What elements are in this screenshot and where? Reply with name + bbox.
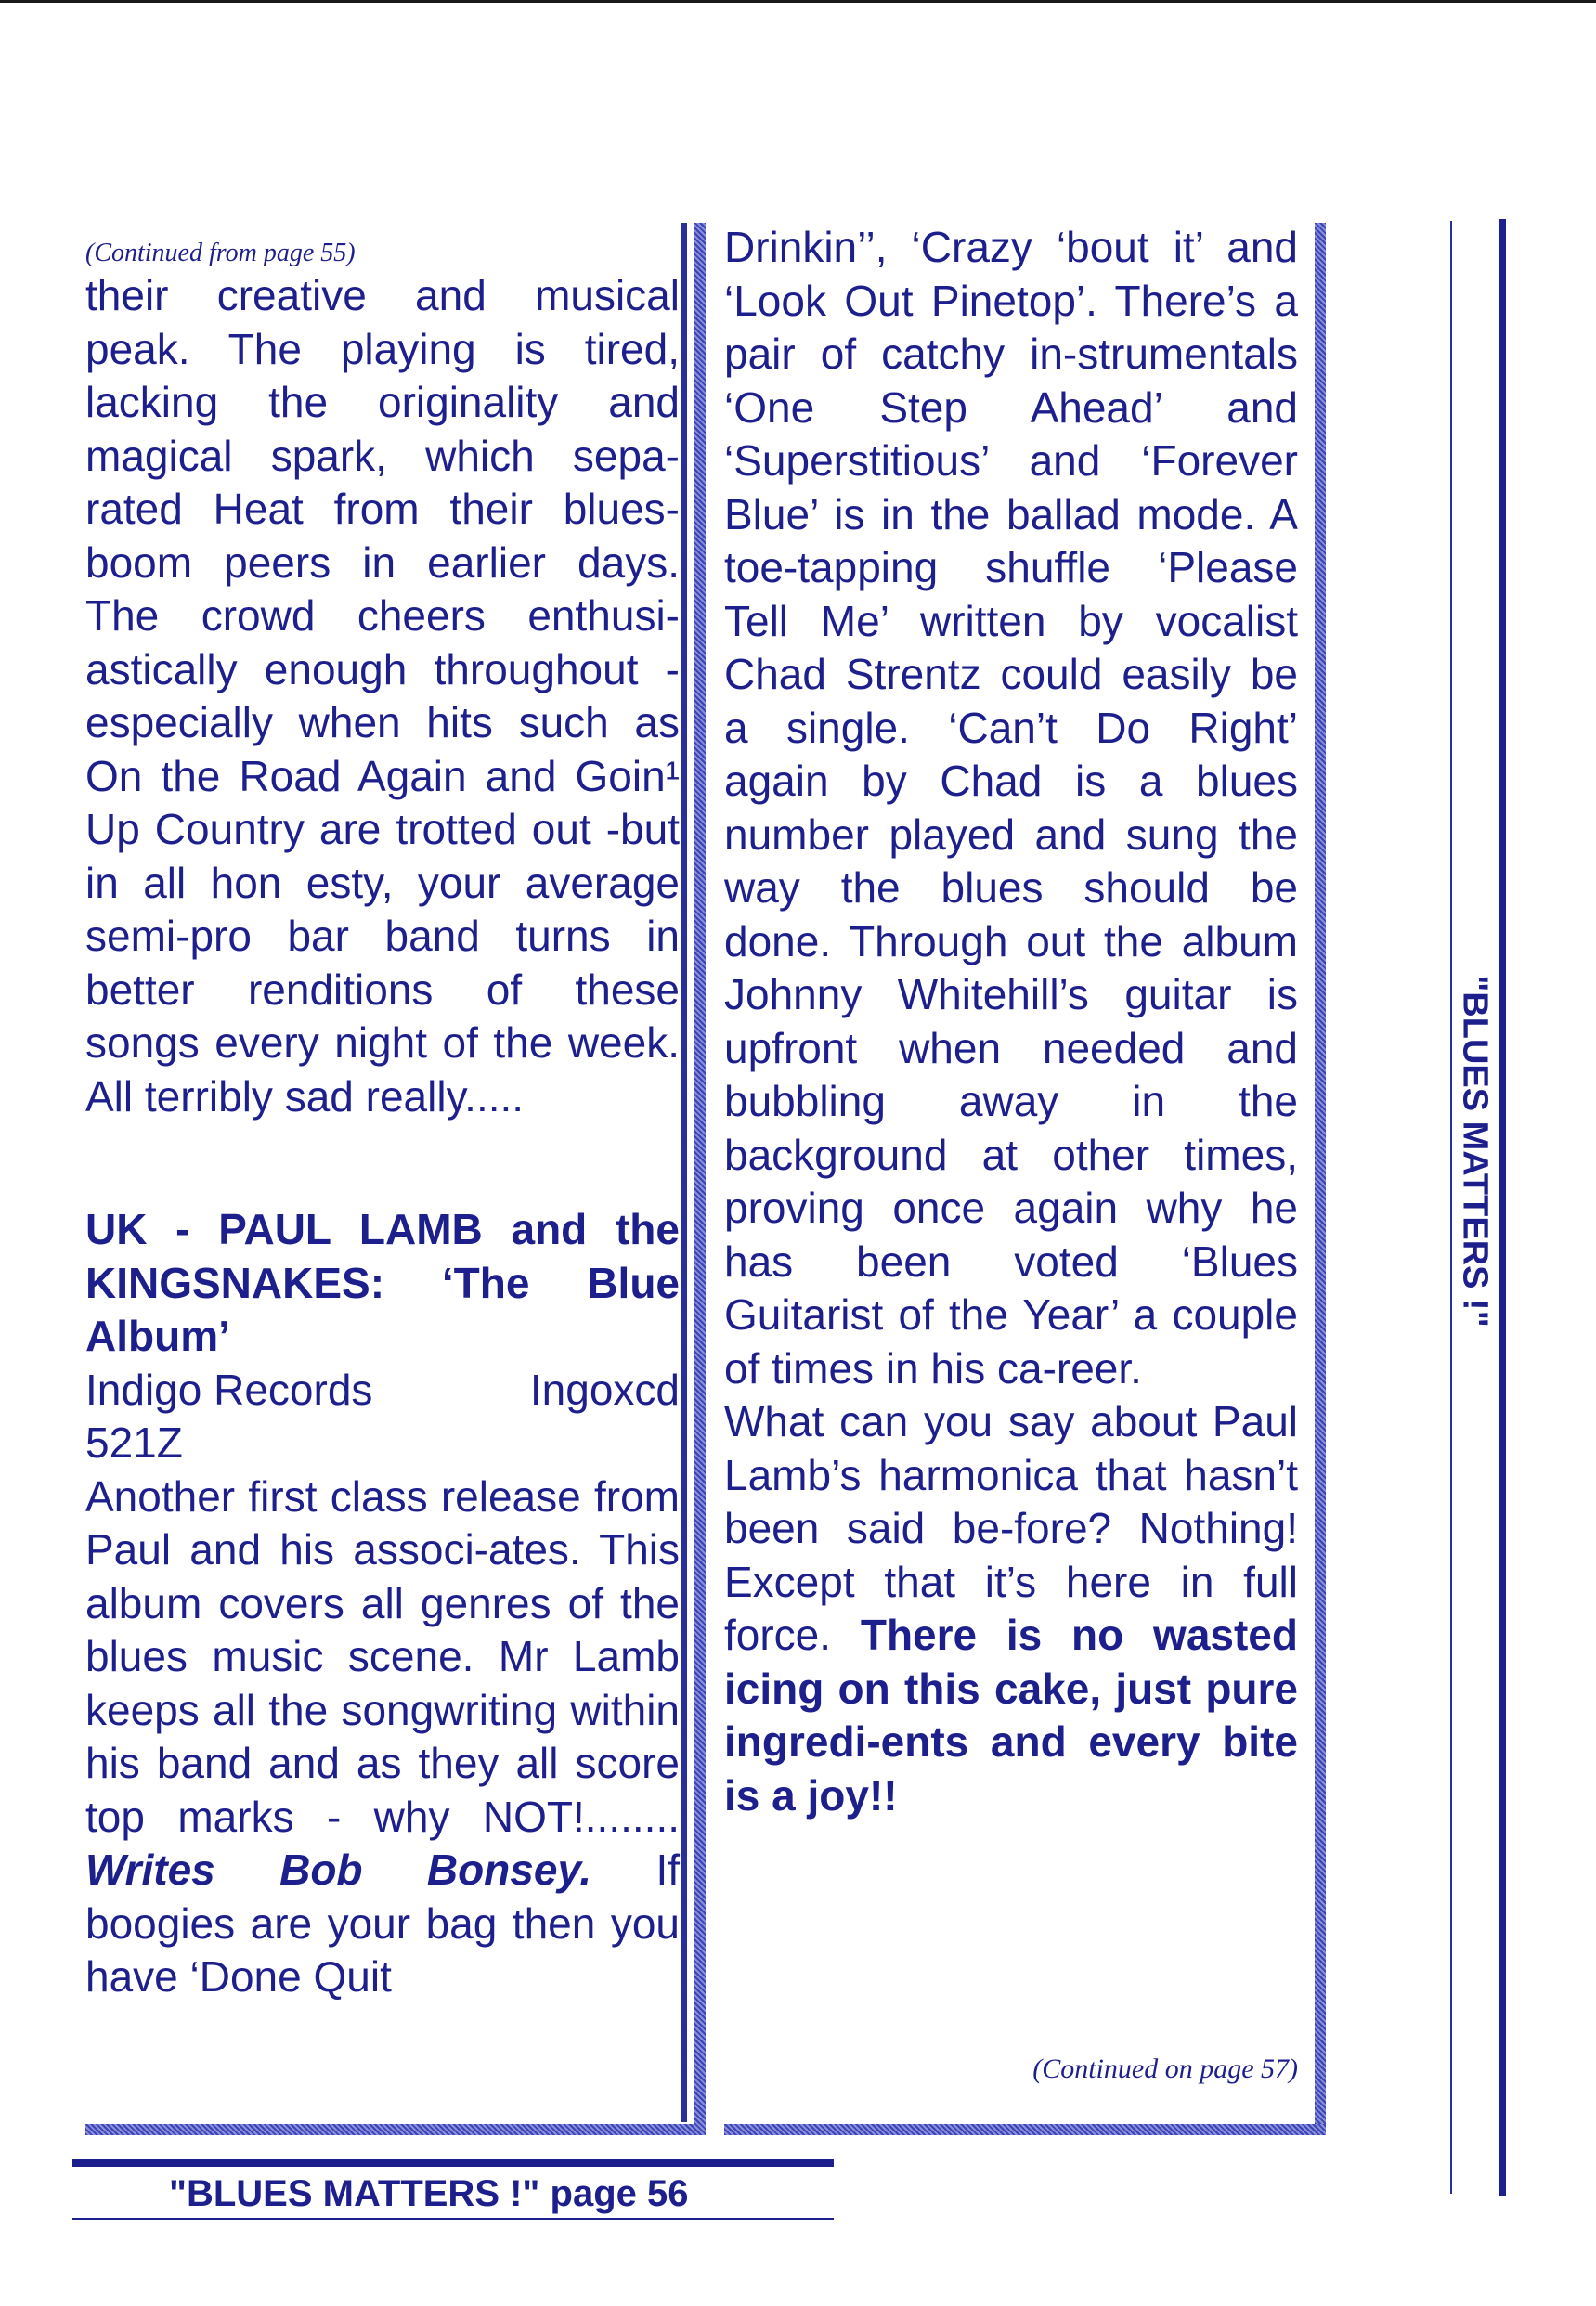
label-line <box>85 1364 680 1418</box>
review-text <box>85 1470 680 2004</box>
catalogue-number: Ingoxcd <box>529 1365 680 1414</box>
left-column-shadow-vertical <box>694 223 706 2135</box>
review-continuation: If boogies are your bag then you have ‘Done Quit <box>85 1846 680 2001</box>
side-banner-title: "BLUES MATTERS !" <box>1455 975 1495 1328</box>
label-name: Indigo Records <box>85 1365 373 1414</box>
right-column <box>724 221 1298 1822</box>
byline: Writes Bob Bonsey. <box>85 1846 592 1894</box>
review-heading: UK - PAUL LAMB and the KINGSNAKES: ‘The Blue Album’ <box>85 1205 680 1360</box>
right-paragraph-2-bold: There is no wasted icing on this cake, just pure ingredi-ents and every bite is a joy!! <box>724 1611 1298 1820</box>
continued-from-note: (Continued from page 55) <box>85 239 356 267</box>
side-banner-thin-rule <box>1450 221 1452 2194</box>
paragraph-gap <box>85 1123 680 1203</box>
footer-page-label: "BLUES MATTERS !" page 56 <box>169 2173 689 2214</box>
catalogue-suffix: 521Z <box>85 1419 183 1467</box>
right-column-shadow-horizontal <box>724 2124 1326 2135</box>
left-column <box>85 240 680 2004</box>
footer-rule-top <box>72 2159 834 2167</box>
footer-rule-bottom <box>72 2218 834 2220</box>
continued-on-note: (Continued on page 57) <box>1032 2053 1298 2084</box>
top-border-rule <box>0 0 1596 3</box>
intro-paragraph: their creative and musical peak. The playing is tired, lacking the originality and magical spark, which sepa-rated Heat from their blues-boom peers in earlier days. The crowd cheers enthusi-astically enough throughout - especially when hits such as On the Road Again and Goin¹ Up Country are trotted out -but in all hon esty, your average semi-pro bar band turns in better renditions of these songs every night of the week. All terribly sad really..... <box>85 271 680 1121</box>
review-body: Another first class release from Paul and his associ-ates. This album covers all genres of the blues music scene. Mr Lamb keeps all the songwriting within his band and as they all score top marks - why NOT!........ <box>85 1471 680 1841</box>
left-column-shadow-horizontal <box>85 2124 706 2135</box>
side-banner-thick-rule <box>1499 219 1506 2196</box>
left-column-inner-rule <box>681 223 687 2122</box>
right-paragraph-1: Drinkin’’, ‘Crazy ‘bout it’ and ‘Look Out Pinetop’. There’s a pair of catchy in-strumentals ‘One Step Ahead’ and ‘Superstitious’ and ‘Forever Blue’ is in the ballad mode. A toe-tapping shuffle ‘Please Tell Me’ written by vocalist Chad Strentz could easily be a single. ‘Can’t Do Right’ again by Chad is a blues number played and sung the way the blues should be done. Through out the album Johnny Whitehill’s guitar is upfront when needed and bubbling away in the background at other times, proving once again why he has been voted ‘Blues Guitarist of the Year’ a couple of times in his ca-reer. <box>724 223 1298 1393</box>
right-column-shadow-vertical <box>1315 223 1326 2135</box>
right-paragraph-2 <box>724 1395 1298 1822</box>
right-paragraph-2-plain: What can you say about Paul Lamb’s harmonica that hasn’t been said be-fore? Nothing! Except that it’s here in full force. <box>724 1397 1298 1659</box>
